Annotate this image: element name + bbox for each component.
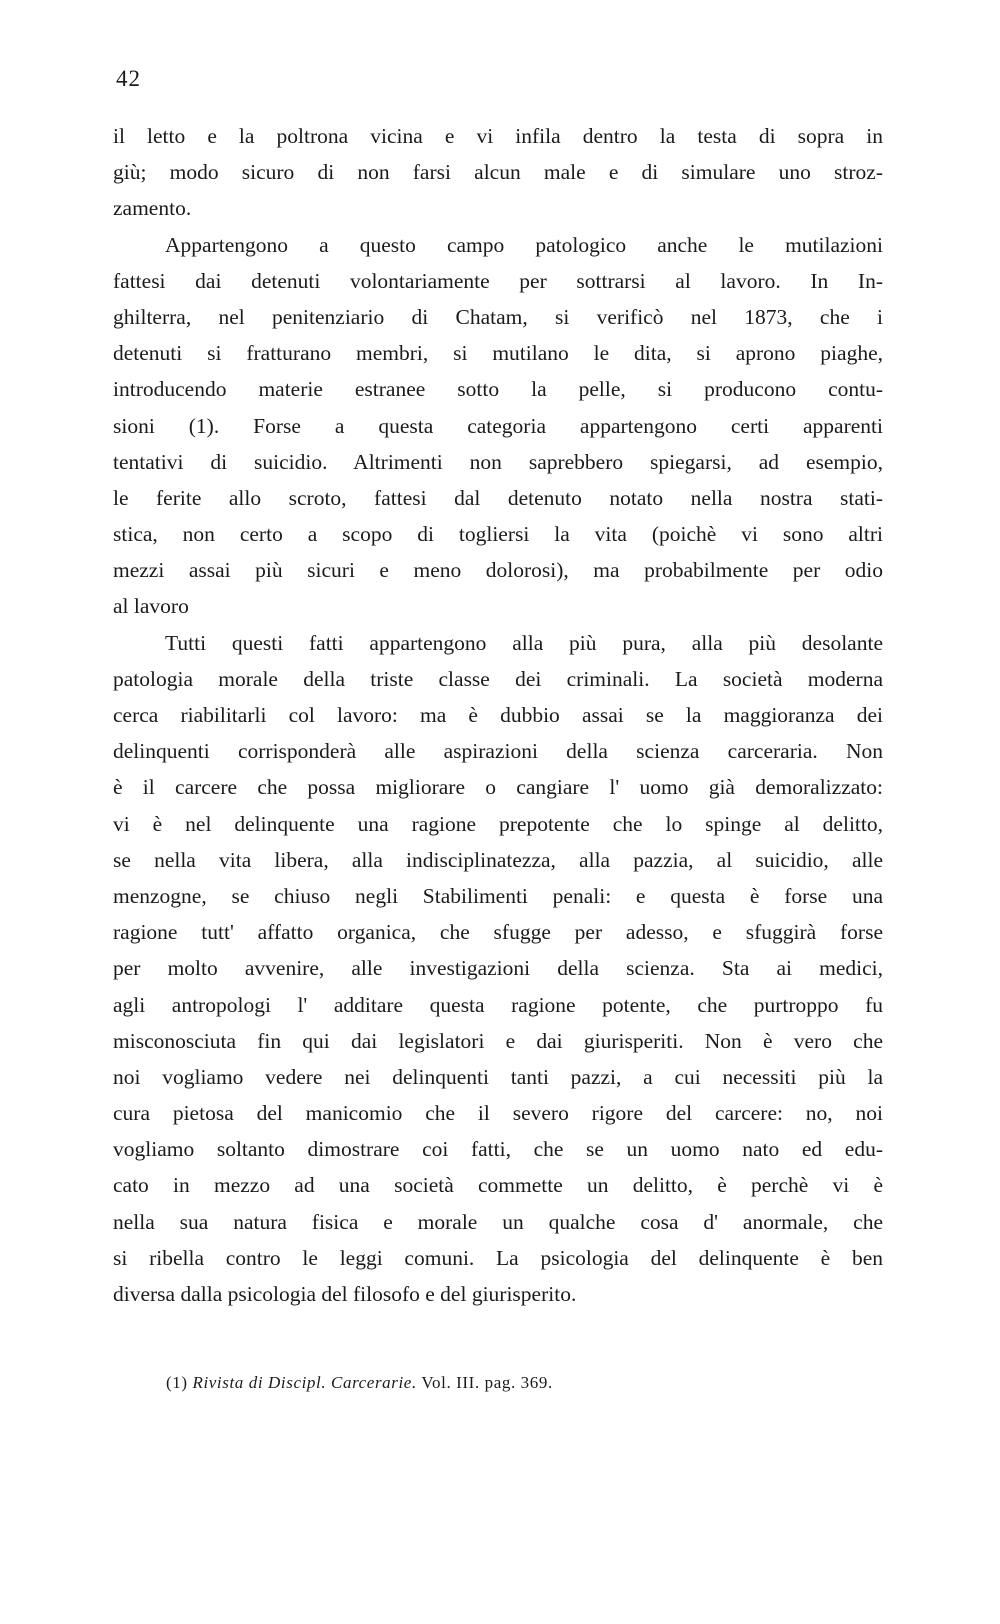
text-line: vogliamo soltanto dimostrare coi fatti, che se un uomo nato ed edu- [113,1137,883,1162]
text-line: sioni (1). Forse a questa categoria appartengono certi apparenti [113,413,883,438]
text-line: vi è nel delinquente una ragione prepotente che lo spinge al delitto, [113,811,883,836]
paragraph-start-line: Appartengono a questo campo patologico anche le mutilazioni [165,232,883,257]
text-line: ghilterra, nel penitenziario di Chatam, si verificò nel 1873, che i [113,304,883,329]
text-line: cato in mezzo ad una società commette un delitto, è perchè vi è [113,1173,883,1198]
text-line: introducendo materie estranee sotto la pelle, si producono contu- [113,377,883,402]
text-line: si ribella contro le leggi comuni. La psicologia del delinquente è ben [113,1245,883,1270]
text-line: zamento. [113,196,192,221]
text-line: cura pietosa del manicomio che il severo rigore del carcere: no, noi [113,1101,883,1126]
footnote-reference: Vol. III. pag. 369. [421,1373,553,1392]
text-line: il letto e la poltrona vicina e vi infila dentro la testa di sopra in [113,124,883,148]
text-line: le ferite allo scroto, fattesi dal detenuto notato nella nostra stati- [113,485,883,510]
body-text [113,118,883,1312]
text-line: ragione tutt' affatto organica, che sfugge per adesso, e sfuggirà forse [113,920,883,945]
text-line: agli antropologi l' additare questa ragione potente, che purtroppo fu [113,992,883,1017]
text-line: menzogne, se chiuso negli Stabilimenti penali: e questa è forse una [113,883,883,908]
text-line: diversa dalla psicologia del filosofo e del giurisperito. [113,1282,577,1306]
text-line: se nella vita libera, alla indisciplinatezza, alla pazzia, al suicidio, alle [113,847,883,872]
text-line: patologia morale della triste classe dei criminali. La società moderna [113,666,883,691]
text-line: cerca riabilitarli col lavoro: ma è dubbio assai se la maggioranza dei [113,703,883,727]
text-line: per molto avvenire, alle investigazioni della scienza. Sta ai medici, [113,956,883,981]
text-line: noi vogliamo vedere nei delinquenti tanti pazzi, a cui necessiti più la [113,1064,883,1089]
text-line: detenuti si fratturano membri, si mutilano le dita, si aprono piaghe, [113,341,883,366]
text-line: tentativi di suicidio. Altrimenti non saprebbero spiegarsi, ad esempio, [113,449,883,474]
footnote [166,1373,553,1393]
text-line: fattesi dai detenuti volontariamente per sottrarsi al lavoro. In In- [113,268,883,293]
text-line: stica, non certo a scopo di togliersi la vita (poichè vi sono altri [113,522,883,547]
paragraph-start-line: Tutti questi fatti appartengono alla più pura, alla più desolante [165,630,883,655]
page-number: 42 [116,66,141,91]
text-line: giù; modo sicuro di non farsi alcun male e di simulare uno stroz- [113,160,883,185]
text-line: mezzi assai più sicuri e meno dolorosi), ma probabilmente per odio [113,558,883,583]
text-line: delinquenti corrisponderà alle aspirazioni della scienza carceraria. Non [113,739,883,764]
text-line: misconosciuta fin qui dai legislatori e dai giurisperiti. Non è vero che [113,1028,883,1053]
text-line: al lavoro [113,594,189,619]
text-line: è il carcere che possa migliorare o cangiare l' uomo già demoralizzato: [113,775,883,800]
text-line: nella sua natura fisica e morale un qualche cosa d' anormale, che [113,1209,883,1234]
footnote-marker: (1) [166,1373,188,1392]
footnote-source: Rivista di Discipl. Carcerarie. [192,1373,417,1392]
